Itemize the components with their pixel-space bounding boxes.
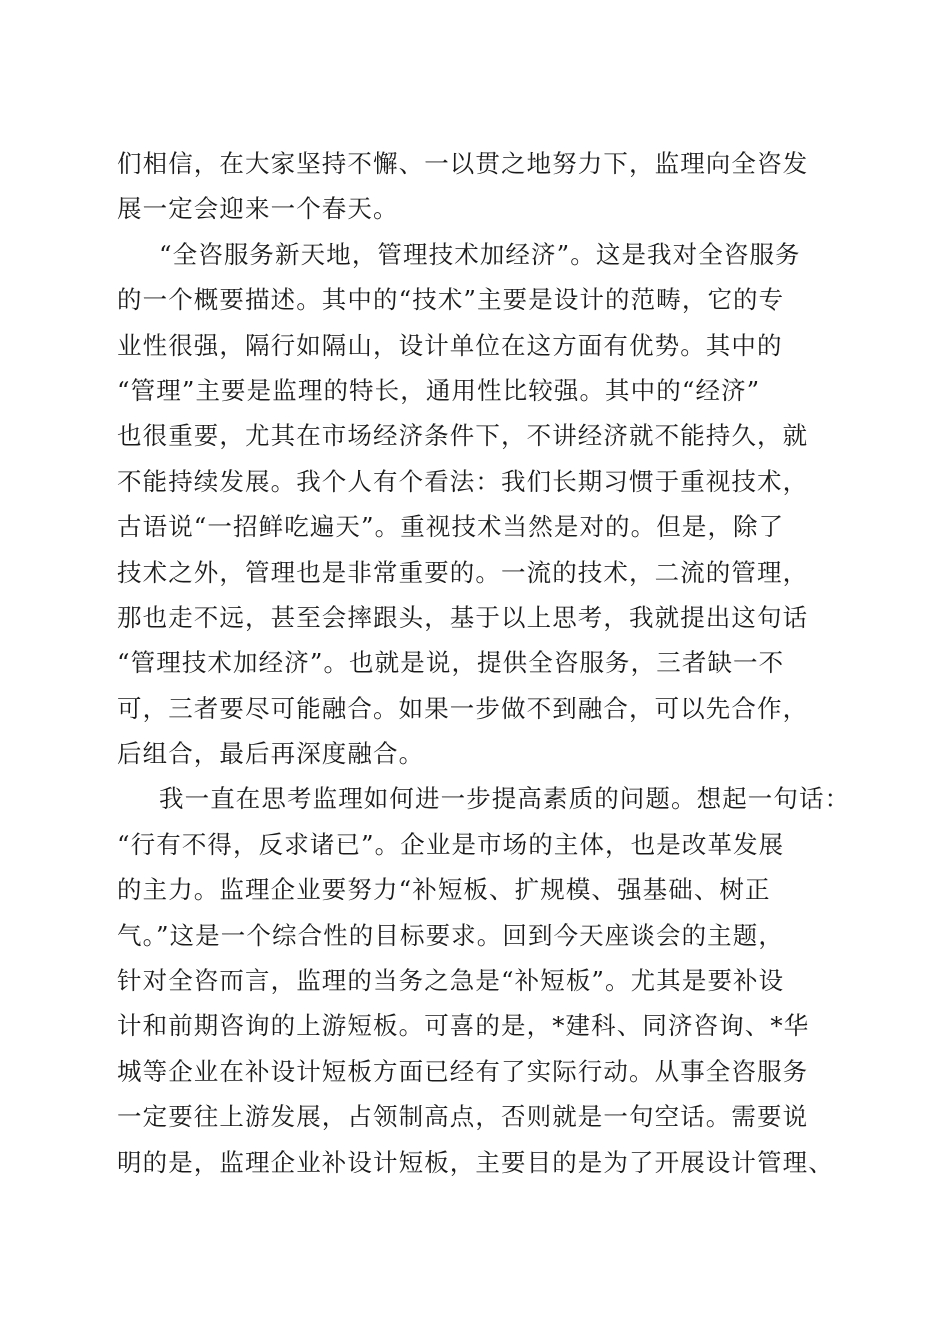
text-line: 不能持续发展。我个人有个看法：我们长期习惯于重视技术， xyxy=(117,466,809,496)
text-line: “管理”主要是监理的特长，通用性比较强。其中的“经济” xyxy=(117,375,761,405)
text-line: “全咨服务新天地，管理技术加经济”。这是我对全咨服务 xyxy=(159,239,801,269)
text-line: 针对全咨而言，监理的当务之急是“补短板”。尤其是要补设 xyxy=(117,966,785,996)
text-line: 也很重要，尤其在市场经济条件下，不讲经济就不能持久，就 xyxy=(117,421,809,451)
text-line: 技术之外，管理也是非常重要的。一流的技术，二流的管理， xyxy=(117,557,809,587)
text-line: 业性很强，隔行如隔山，设计单位在这方面有优势。其中的 xyxy=(117,330,783,360)
text-line: 古语说“一招鲜吃遍天”。重视技术当然是对的。但是，除了 xyxy=(117,512,785,542)
text-line: 气。”这是一个综合性的目标要求。回到今天座谈会的主题， xyxy=(117,920,784,950)
text-line: 后组合，最后再深度融合。 xyxy=(117,739,425,769)
text-line: 明的是，监理企业补设计短板，主要目的是为了开展设计管理、 xyxy=(117,1147,834,1177)
text-line: 城等企业在补设计短板方面已经有了实际行动。从事全咨服务 xyxy=(117,1056,809,1086)
text-line: 的主力。监理企业要努力“补短板、扩规模、强基础、树正 xyxy=(117,875,771,905)
text-line: 可，三者要尽可能融合。如果一步做不到融合，可以先合作， xyxy=(117,693,809,723)
text-line: 我一直在思考监理如何进一步提高素质的问题。想起一句话： xyxy=(159,784,851,814)
text-line: 们相信，在大家坚持不懈、一以贯之地努力下，监理向全咨发 xyxy=(117,149,809,178)
text-line: “管理技术加经济”。也就是说，提供全咨服务，三者缺一不 xyxy=(117,648,785,678)
text-line: 一定要往上游发展，占领制高点，否则就是一句空话。需要说 xyxy=(117,1102,809,1132)
text-line: 展一定会迎来一个春天。 xyxy=(117,194,399,224)
text-line: “行有不得，反求诸已”。企业是市场的主体，也是改革发展 xyxy=(117,829,785,859)
text-line: 计和前期咨询的上游短板。可喜的是，*建科、同济咨询、*华 xyxy=(117,1011,810,1041)
text-line: 那也走不远，甚至会摔跟头，基于以上思考，我就提出这句话 xyxy=(117,602,809,632)
text-line: 的一个概要描述。其中的“技术”主要是设计的范畴，它的专 xyxy=(117,285,785,315)
body-text xyxy=(117,141,851,1185)
